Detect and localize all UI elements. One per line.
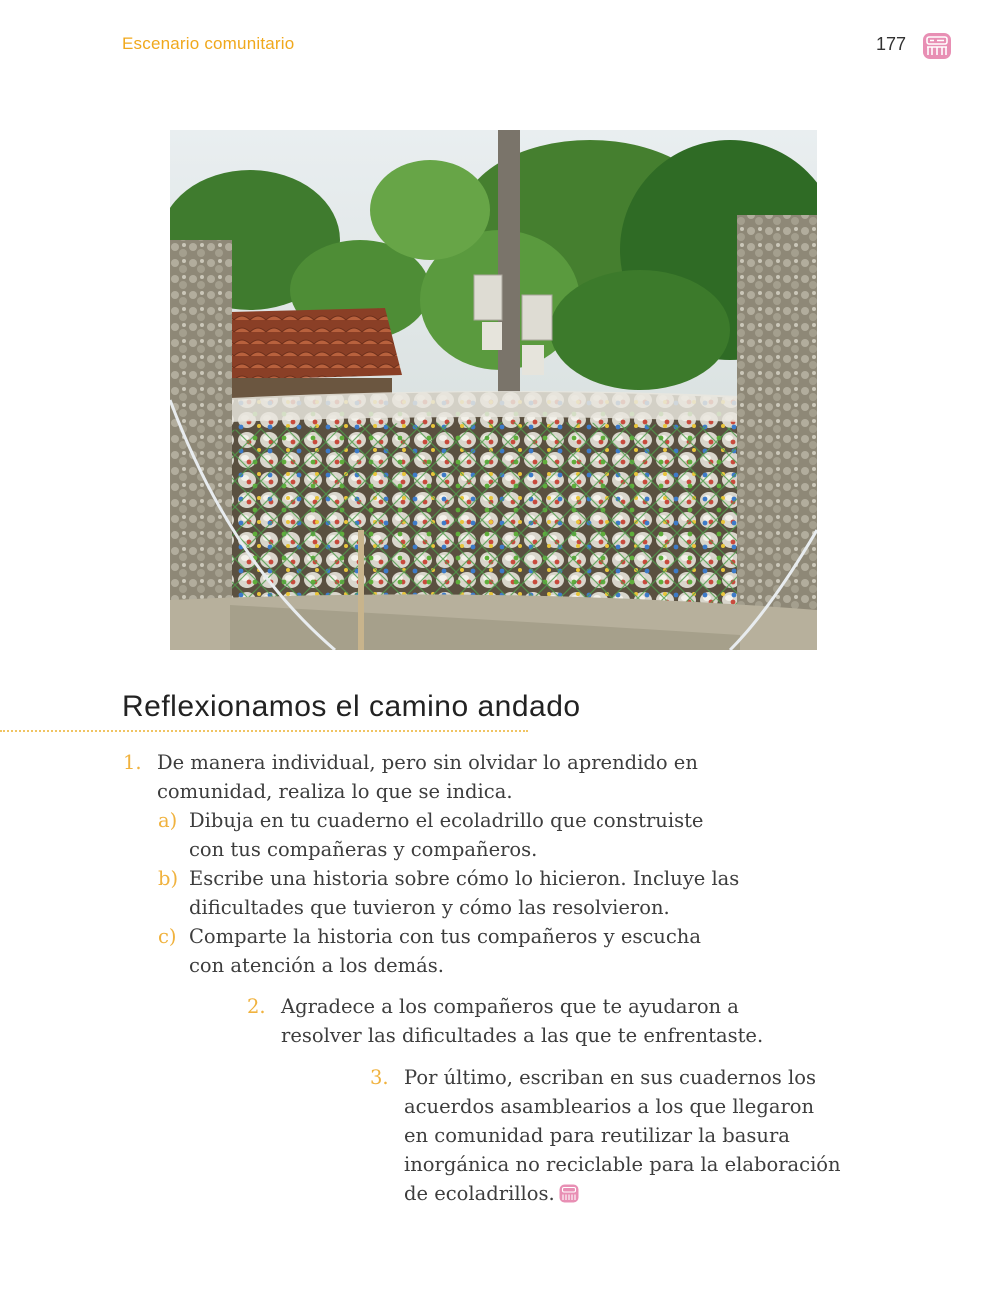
subitem-letter: b) xyxy=(158,867,179,890)
subitem-text-line: con tus compañeras y compañeros. xyxy=(189,838,538,861)
item-text-line: Agradece a los compañeros que te ayudaron a xyxy=(281,995,739,1018)
community-glyph-icon xyxy=(559,1184,579,1203)
ecobrick-wall-photo xyxy=(170,130,817,650)
item-text-line: Por último, escriban en sus cuadernos los xyxy=(404,1066,816,1089)
list-item-2 xyxy=(0,992,986,1052)
item-text-line: resolver las dificultades a las que te enfrentaste. xyxy=(281,1024,764,1047)
item-number: 1. xyxy=(123,751,142,774)
subitem-text-line: con atención a los demás. xyxy=(189,954,444,977)
item-text-line: inorgánica no reciclable para la elaboración xyxy=(404,1153,841,1176)
subitem-letter: c) xyxy=(158,925,177,948)
subitem-text-line: Escribe una historia sobre cómo lo hicieron. Incluye las xyxy=(189,867,740,890)
item-text-line: acuerdos asamblearios a los que llegaron xyxy=(404,1095,815,1118)
section-title: Reflexionamos el camino andado xyxy=(122,690,581,723)
list-item-3 xyxy=(0,1063,986,1213)
subitem-text-line: Dibuja en tu cuaderno el ecoladrillo que construiste xyxy=(189,809,704,832)
item-number: 3. xyxy=(370,1066,389,1089)
item-text-line: en comunidad para reutilizar la basura xyxy=(404,1124,790,1147)
item-text-line-last xyxy=(404,1179,579,1208)
title-divider xyxy=(0,730,528,732)
item-text: de ecoladrillos. xyxy=(404,1182,555,1205)
section-header: Escenario comunitario xyxy=(122,34,295,53)
page-number: 177 xyxy=(875,34,906,54)
subitem-text-line: Comparte la historia con tus compañeros y escucha xyxy=(189,925,701,948)
item-text-line: De manera individual, pero sin olvidar lo aprendido en xyxy=(157,751,698,774)
item-text-line: comunidad, realiza lo que se indica. xyxy=(157,780,513,803)
item-number: 2. xyxy=(247,995,266,1018)
subitem-letter: a) xyxy=(158,809,178,832)
subitem-text-line: dificultades que tuvieron y cómo las resolvieron. xyxy=(189,896,670,919)
community-glyph-icon xyxy=(922,32,952,60)
list-item-1 xyxy=(0,748,986,988)
